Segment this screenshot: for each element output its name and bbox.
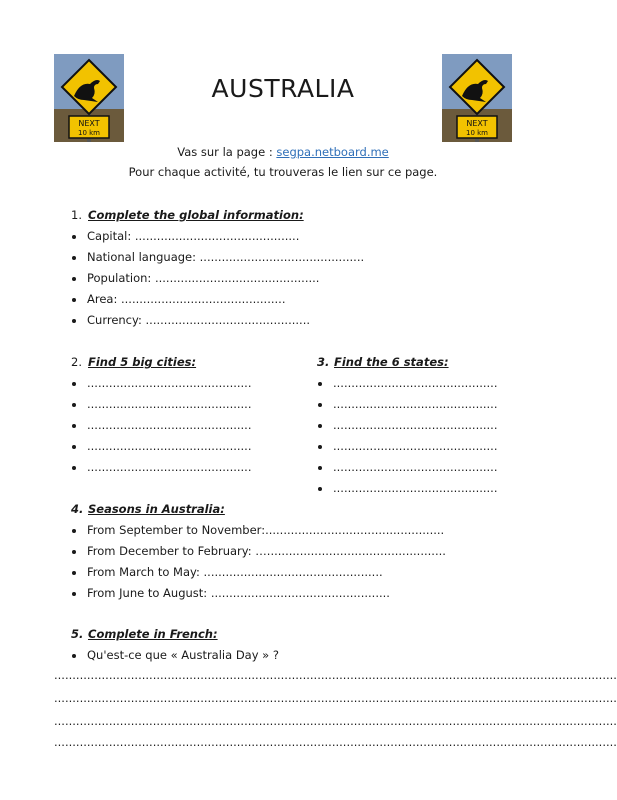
sign-left-line1: NEXT — [78, 119, 100, 128]
section4-number: 4. — [71, 502, 84, 516]
netboard-link[interactable]: segpa.netboard.me — [276, 145, 389, 159]
sign-left-line2: 10 km — [77, 129, 101, 137]
section3-heading: Find the 6 states: — [334, 355, 449, 369]
state-answer-line: ............................................. — [333, 376, 498, 390]
capital-field: Capital: ............................................. — [87, 229, 300, 243]
language-field: National language: ............................................. — [87, 250, 365, 264]
section2-heading: Find 5 big cities: — [88, 355, 197, 369]
season-summer-field: From December to February: …................................................. — [87, 544, 446, 558]
answer-line: .......................................................................................................................................................... — [54, 735, 617, 749]
sign-right-line2: 10 km — [465, 129, 489, 137]
city-answer-line: ............................................. — [87, 376, 252, 390]
city-answer-line: ............................................. — [87, 439, 252, 453]
area-field: Area: ............................................. — [87, 292, 286, 306]
intro-line-2: Pour chaque activité, tu trouveras le lien sur ce page. — [128, 165, 438, 179]
state-answer-line: ............................................. — [333, 439, 498, 453]
state-answer-line: ............................................. — [333, 481, 498, 495]
intro-prefix: Vas sur la page : — [177, 145, 277, 159]
city-answer-line: ............................................. — [87, 460, 252, 474]
state-answer-line: ............................................. — [333, 460, 498, 474]
section1-heading: Complete the global information: — [88, 208, 304, 222]
answer-line: .......................................................................................................................................................... — [54, 691, 617, 705]
intro-line-1 — [0, 145, 566, 159]
section3-number: 3. — [317, 355, 330, 369]
page-title: AUSTRALIA — [211, 74, 355, 103]
answer-line: .......................................................................................................................................................... — [54, 714, 617, 728]
currency-field: Currency: ............................................. — [87, 313, 311, 327]
australia-day-question: Qu'est-ce que « Australia Day » ? — [87, 648, 279, 662]
population-field: Population: ............................................. — [87, 271, 320, 285]
season-autumn-field: From March to May: ................................................. — [87, 565, 383, 579]
state-answer-line: ............................................. — [333, 397, 498, 411]
season-spring-field: From September to November:................................................. — [87, 523, 445, 537]
section4-heading: Seasons in Australia: — [88, 502, 225, 516]
sign-right-line1: NEXT — [466, 119, 488, 128]
section1-number: 1. — [71, 208, 82, 222]
section2-number: 2. — [71, 355, 82, 369]
city-answer-line: ............................................. — [87, 397, 252, 411]
section5-number: 5. — [71, 627, 84, 641]
city-answer-line: ............................................. — [87, 418, 252, 432]
state-answer-line: ............................................. — [333, 418, 498, 432]
answer-line: .......................................................................................................................................................... — [54, 668, 617, 682]
season-winter-field: From June to August: ................................................. — [87, 586, 390, 600]
section5-heading: Complete in French: — [88, 627, 218, 641]
